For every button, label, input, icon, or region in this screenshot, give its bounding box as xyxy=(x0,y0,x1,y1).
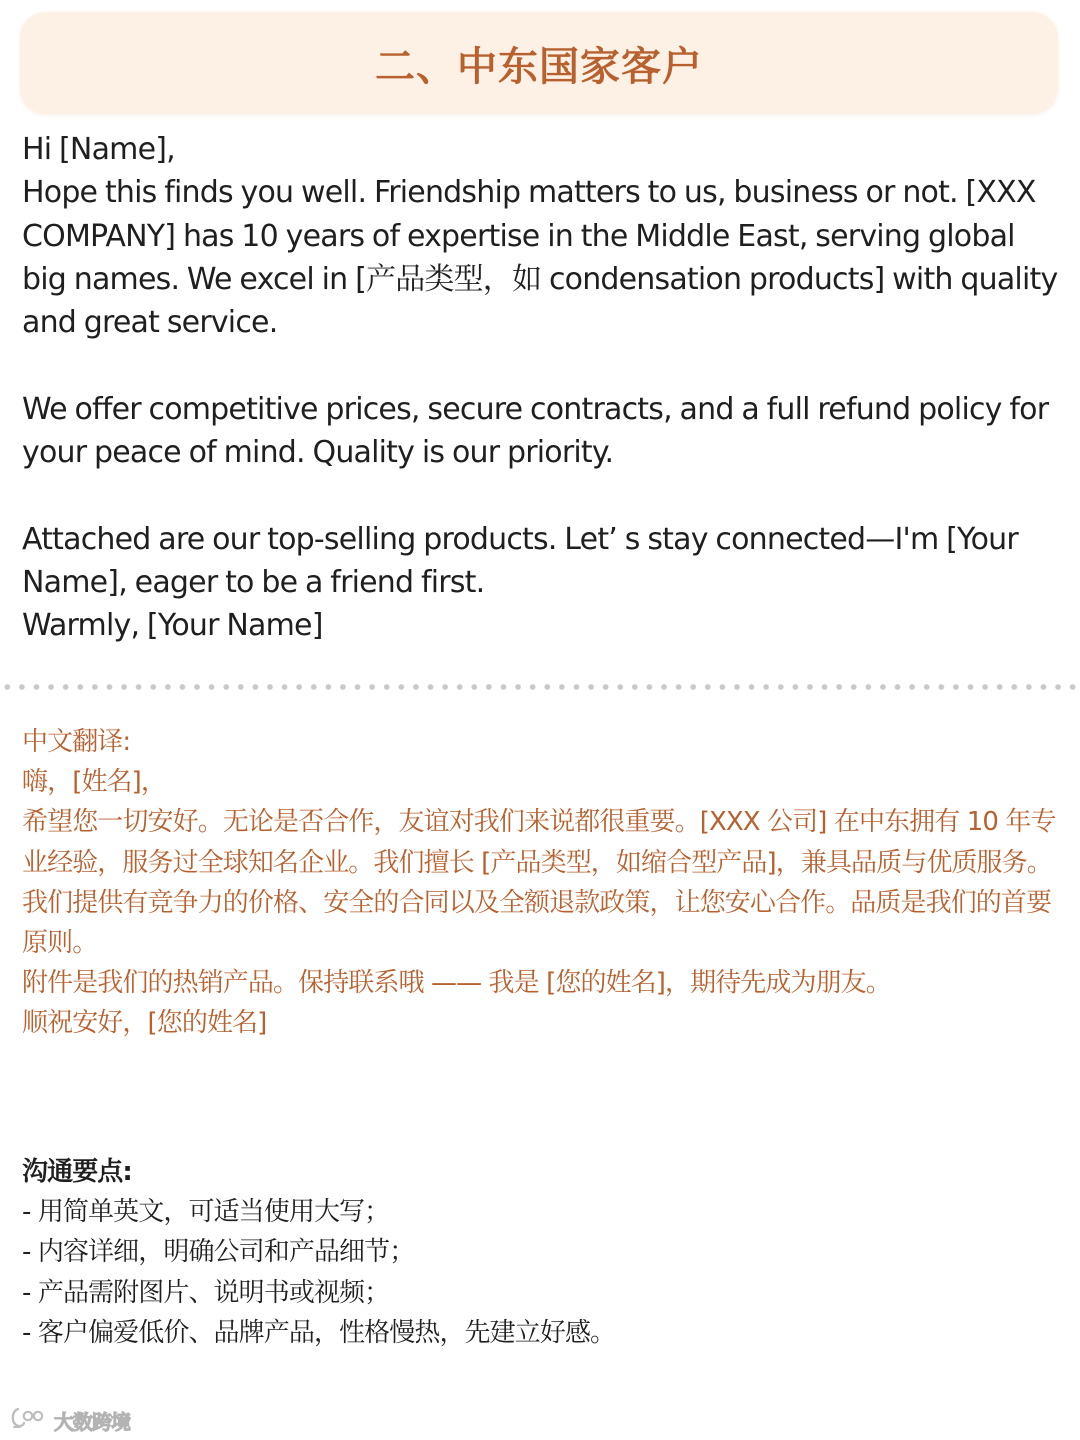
watermark-text: 大数跨境 xyxy=(54,1409,130,1434)
dotted-divider xyxy=(0,683,1080,691)
tip-item: - 客户偏爱低价、品牌产品，性格慢热，先建立好感。 xyxy=(22,1317,616,1348)
paragraph-spacer xyxy=(22,474,1062,517)
brand-logo-icon xyxy=(8,1405,48,1435)
tip-item: - 产品需附图片、说明书或视频； xyxy=(22,1277,390,1308)
communication-tips xyxy=(22,1152,1062,1353)
translation-paragraph-3: 附件是我们的热销产品。保持联系哦 —— 我是 [您的姓名]，期待先成为朋友。 xyxy=(22,968,891,999)
paragraph-spacer xyxy=(22,344,1062,387)
tip-item: - 内容详细，明确公司和产品细节； xyxy=(22,1237,415,1268)
tips-title: 沟通要点: xyxy=(22,1157,132,1187)
chinese-translation xyxy=(22,722,1062,1044)
translation-greeting: 嗨，[姓名]， xyxy=(22,767,166,798)
watermark xyxy=(8,1403,130,1437)
letter-signoff: Warmly, [Your Name] xyxy=(22,608,323,644)
letter-paragraph-3: Attached are our top-selling products. Let’ s stay connected—I'm [Your Name], eager to be a friend first. xyxy=(22,521,1018,600)
page-title: 二、中东国家客户 xyxy=(375,42,703,90)
tip-item: - 用简单英文，可适当使用大写； xyxy=(22,1197,390,1228)
letter-greeting: Hi [Name], xyxy=(22,132,175,167)
english-letter xyxy=(22,128,1062,648)
translation-label: 中文翻译: xyxy=(22,727,131,757)
header-banner xyxy=(20,12,1058,114)
letter-paragraph-2: We offer competitive prices, secure contracts, and a full refund policy for your peace of mind. Quality is our priority. xyxy=(22,391,1049,471)
translation-paragraph-1: 希望您一切安好。无论是否合作，友谊对我们来说都很重要。[XXX 公司] 在中东拥有 10 年专业经验，服务过全球知名企业。我们擅长 [产品类型，如缩合型产品]，兼具品质与优质服务。 xyxy=(22,807,1056,878)
translation-paragraph-2: 我们提供有竞争力的价格、安全的合同以及全额退款政策，让您安心合作。品质是我们的首要原则。 xyxy=(22,887,1052,959)
letter-paragraph-1: Hope this finds you well. Friendship matters to us, business or not. [XXX COMPANY] has 10 years of expertise in the Middle East, serving global big names. We excel in [产品类型，如 condensation products] with quality and great service. xyxy=(22,175,1058,341)
translation-signoff: 顺祝安好，[您的姓名] xyxy=(22,1008,267,1039)
